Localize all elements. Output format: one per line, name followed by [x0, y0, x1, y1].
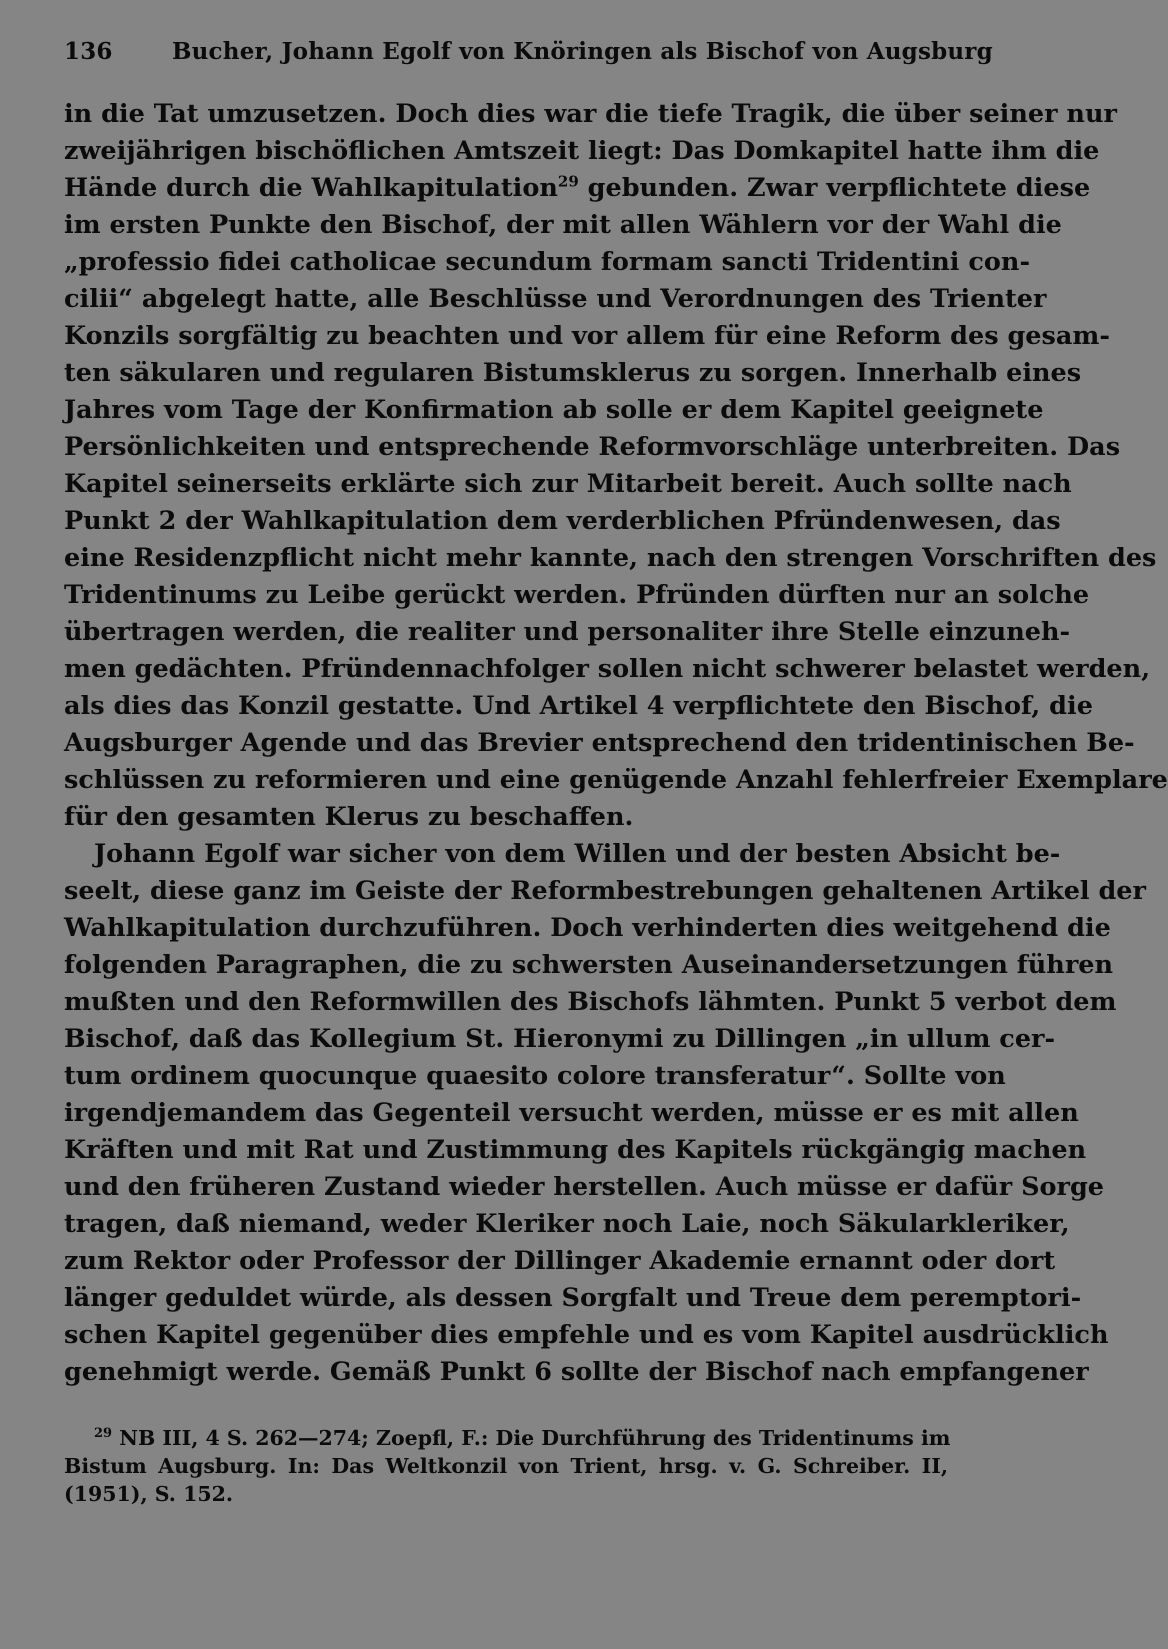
footnote-marker: 29	[94, 1426, 113, 1442]
text-line: ten säkularen und regularen Bistumsklerus zu sorgen. Innerhalb eines	[64, 358, 1082, 388]
text-line: länger geduldet würde, als dessen Sorgfalt und Treue dem peremptori-	[64, 1283, 1082, 1313]
text-line: Bischof, daß das Kollegium St. Hieronymi zu Dillingen „in ullum cer-	[64, 1024, 1056, 1054]
page-number: 136	[64, 38, 113, 65]
running-head	[64, 34, 993, 70]
text-line: Punkt 2 der Wahlkapitulation dem verderblichen Pfründenwesen, das	[64, 506, 1061, 536]
text-line: in die Tat umzusetzen. Doch dies war die tiefe Tragik, die über seiner nur	[64, 99, 1117, 129]
text-line: Augsburger Agende und das Brevier entsprechend den tridentinischen Be-	[64, 728, 1135, 758]
text-line: Johann Egolf war sicher von dem Willen und der besten Absicht be-	[94, 839, 1061, 869]
footnote-line	[64, 1424, 951, 1452]
text-line: seelt, diese ganz im Geiste der Reformbestrebungen gehaltenen Artikel der	[64, 876, 1146, 906]
text-line: schlüssen zu reformieren und eine genügende Anzahl fehlerfreier Exemplare	[64, 765, 1168, 795]
text-line: cilii“ abgelegt hatte, alle Beschlüsse und Verordnungen des Trienter	[64, 284, 1047, 314]
text-line: Jahres vom Tage der Konfirmation ab solle er dem Kapitel geeignete	[64, 395, 1044, 425]
text-segment: gebunden. Zwar verpflichtete diese	[587, 173, 1091, 203]
text-line: tum ordinem quocunque quaesito colore transferatur“. Sollte von	[64, 1061, 1006, 1091]
running-title: Bucher, Johann Egolf von Knöringen als Bischof von Augsburg	[172, 38, 993, 65]
text-line: für den gesamten Klerus zu beschaffen.	[64, 802, 634, 832]
text-line: als dies das Konzil gestatte. Und Artikel 4 verpflichtete den Bischof, die	[64, 691, 1093, 721]
footnotes	[64, 1424, 951, 1508]
text-line: zum Rektor oder Professor der Dillinger Akademie ernannt oder dort	[64, 1246, 1056, 1276]
text-line: mußten und den Reformwillen des Bischofs lähmten. Punkt 5 verbot dem	[64, 987, 1117, 1017]
footnote-text: NB III, 4 S. 262—274; Zoepfl, F.: Die Durchführung des Tridentinums im	[119, 1426, 951, 1450]
text-line: übertragen werden, die realiter und personaliter ihre Stelle einzuneh-	[64, 617, 1071, 647]
text-line: genehmigt werde. Gemäß Punkt 6 sollte der Bischof nach empfangener	[64, 1357, 1089, 1387]
text-segment: Hände durch die Wahlkapitulation	[64, 173, 558, 203]
text-line: Kapitel seinerseits erklärte sich zur Mitarbeit bereit. Auch sollte nach	[64, 469, 1072, 499]
footnote-line: Bistum Augsburg. In: Das Weltkonzil von Trient, hrsg. v. G. Schreiber. II,	[64, 1454, 948, 1478]
text-line: „professio fidei catholicae secundum formam sancti Tridentini con-	[64, 247, 1031, 277]
footnote-reference: 29	[557, 172, 579, 191]
text-line: men gedächten. Pfründennachfolger sollen nicht schwerer belastet werden,	[64, 654, 1151, 684]
text-line: tragen, daß niemand, weder Kleriker noch Laie, noch Säkularkleriker,	[64, 1209, 1070, 1239]
text-line: und den früheren Zustand wieder herstellen. Auch müsse er dafür Sorge	[64, 1172, 1105, 1202]
text-line: Tridentinums zu Leibe gerückt werden. Pfründen dürften nur an solche	[64, 580, 1090, 610]
text-line: Wahlkapitulation durchzuführen. Doch verhinderten dies weitgehend die	[64, 913, 1111, 943]
text-line: schen Kapitel gegenüber dies empfehle und es vom Kapitel ausdrücklich	[64, 1320, 1109, 1350]
text-line: Persönlichkeiten und entsprechende Reformvorschläge unterbreiten. Das	[64, 432, 1121, 462]
text-line: Konzils sorgfältig zu beachten und vor allem für eine Reform des gesam-	[64, 321, 1110, 351]
footnote-line: (1951), S. 152.	[64, 1482, 234, 1506]
text-line: zweijährigen bischöflichen Amtszeit liegt: Das Domkapitel hatte ihm die	[64, 136, 1100, 166]
body-text	[64, 96, 1168, 1391]
text-line-with-footnote	[64, 170, 1091, 207]
text-line: Kräften und mit Rat und Zustimmung des Kapitels rückgängig machen	[64, 1135, 1087, 1165]
text-line: eine Residenzpflicht nicht mehr kannte, nach den strengen Vorschriften des	[64, 543, 1157, 573]
text-line: im ersten Punkte den Bischof, der mit allen Wählern vor der Wahl die	[64, 210, 1062, 240]
text-line: folgenden Paragraphen, die zu schwersten Auseinandersetzungen führen	[64, 950, 1114, 980]
text-line: irgendjemandem das Gegenteil versucht werden, müsse er es mit allen	[64, 1098, 1079, 1128]
